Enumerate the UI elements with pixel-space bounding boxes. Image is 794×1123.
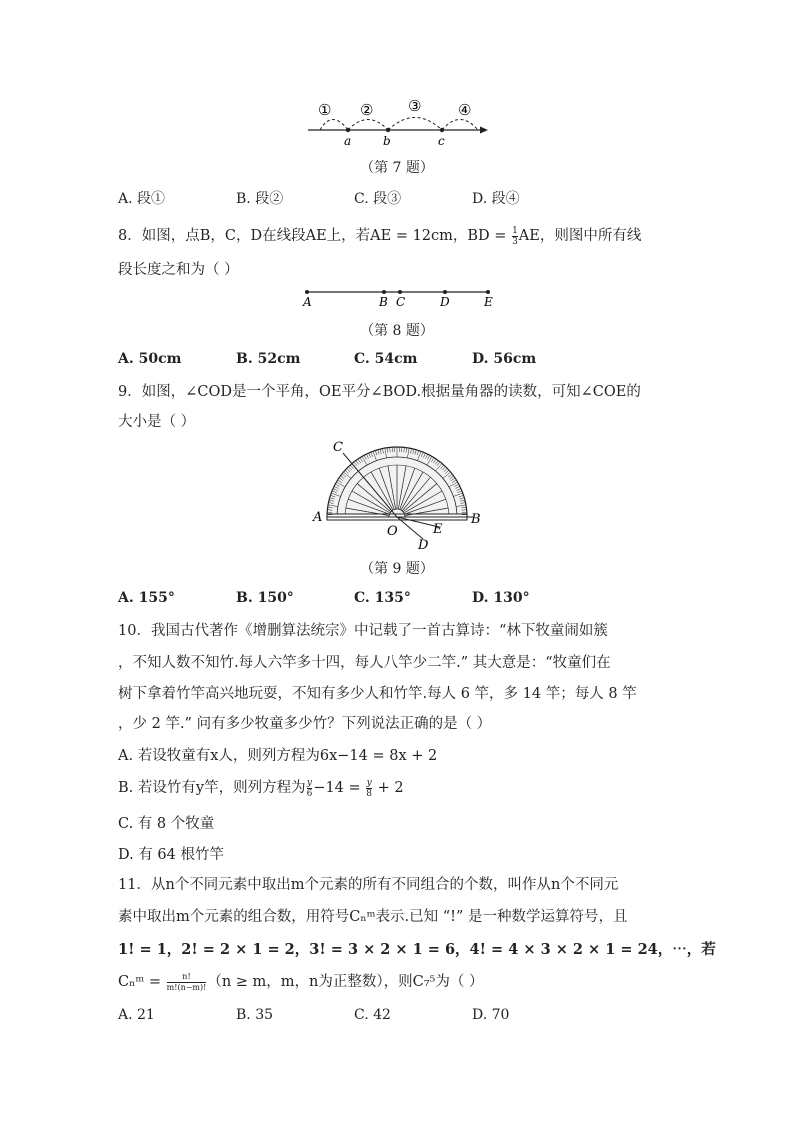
q10-option-b: B. 若设竹有y竿，则列方程为 $\frac{y}{6}$ −14 = $\frac{y}{8}$ + 2 <box>118 777 404 799</box>
q8-stem-line-2: 段长度之和为（ ） <box>118 262 239 278</box>
q7-option-c: C. 段③ <box>354 191 402 207</box>
q9-option-c: C. 135° <box>354 590 411 606</box>
q9-point-A: A <box>313 510 323 525</box>
q8-option-c: C. 54cm <box>354 351 418 367</box>
q10-stem-line-3: 树下拿着竹竿高兴地玩耍，不知有多少人和竹竿.每人 6 竿，多 14 竿；每人 8 竿 <box>118 686 637 702</box>
q8-option-a: A. 50cm <box>118 351 182 367</box>
q8-point-B: B <box>379 295 388 309</box>
q11-stem-line-4: Cₙᵐ = $\frac{n!}{m!(n-m)!}$ （n ≥ m，m，n为正整数），则C₇⁵为（ ） <box>118 971 484 992</box>
q7-point-c: c <box>438 134 445 148</box>
q8-stem-line-1: 8．如图，点B，C，D在线段AE上，若AE = 12cm，BD = $\frac{1}{3}$ AE，则图中所有线 <box>118 225 642 247</box>
q8-fraction-num: 1 <box>512 225 518 236</box>
q9-stem-line-2: 大小是（ ） <box>118 414 196 430</box>
q8-point-E: E <box>484 295 493 309</box>
q9-protractor-figure <box>305 435 490 553</box>
q7-seg-1: ① <box>318 101 332 119</box>
q7-seg-4: ④ <box>458 101 472 119</box>
q8-option-d: D. 56cm <box>472 351 537 367</box>
q11-option-a: A. 21 <box>118 1007 155 1023</box>
q9-point-E: E <box>433 522 443 537</box>
q7-point-a: a <box>344 134 352 148</box>
q7-point-b: b <box>383 134 391 148</box>
q10-stem-line-1: 10．我国古代著作《增删算法统宗》中记载了一首古算诗：“林下牧童闹如簇 <box>118 623 608 639</box>
q11-stem-line-3: 1! = 1，2! = 2 × 1 = 2，3! = 3 × 2 × 1 = 6，4! = 4 × 3 × 2 × 1 = 24，⋯，若 <box>118 941 716 958</box>
q8-point-C: C <box>396 295 406 309</box>
q11-option-b: B. 35 <box>236 1007 274 1023</box>
q7-seg-3: ③ <box>408 97 422 115</box>
q7-figure <box>300 95 495 150</box>
q9-option-d: D. 130° <box>472 590 530 606</box>
q9-point-D: D <box>418 538 429 553</box>
q7-option-d: D. 段④ <box>472 191 520 207</box>
q7-caption: （第 7 题） <box>360 160 434 176</box>
q8-point-A: A <box>303 295 312 309</box>
q11-stem-line-2: 素中取出m个元素的组合数，用符号Cₙᵐ表示.已知 “!” 是一种数学运算符号，且 <box>118 909 628 925</box>
q9-option-b: B. 150° <box>236 590 294 606</box>
q10-option-c: C. 有 8 个牧童 <box>118 816 215 832</box>
q9-stem-line-1: 9．如图，∠COD是一个平角，OE平分∠BOD.根据量角器的读数，可知∠COE的 <box>118 384 641 400</box>
q7-option-a: A. 段① <box>118 191 166 207</box>
q11-option-d: D. 70 <box>472 1007 510 1023</box>
q11-option-c: C. 42 <box>354 1007 391 1023</box>
q8-figure <box>295 282 500 312</box>
q10-stem-line-4: ，少 2 竿.” 问有多少牧童多少竹？下列说法正确的是（ ） <box>118 716 492 732</box>
q10-option-a: A. 若设牧童有x人，则列方程为6x−14 = 8x + 2 <box>118 748 438 764</box>
q11-stem-line-1: 11．从n个不同元素中取出m个元素的所有不同组合的个数，叫作从n个不同元 <box>118 877 619 893</box>
q8-fraction-den: 3 <box>512 236 518 247</box>
q9-point-O: O <box>387 524 398 539</box>
q9-point-C: C <box>333 440 343 455</box>
q9-option-a: A. 155° <box>118 590 175 606</box>
q8-option-b: B. 52cm <box>236 351 301 367</box>
q10-option-d: D. 有 64 根竹竿 <box>118 847 224 863</box>
q8-caption: （第 8 题） <box>360 323 434 339</box>
q7-option-b: B. 段② <box>236 191 284 207</box>
q9-point-B: B <box>471 512 481 527</box>
q10-stem-line-2: ，不知人数不知竹.每人六竿多十四，每人八竿少二竿.” 其大意是：“牧童们在 <box>118 655 611 671</box>
q9-caption: （第 9 题） <box>360 561 434 577</box>
q7-seg-2: ② <box>360 101 374 119</box>
q8-point-D: D <box>440 295 450 309</box>
